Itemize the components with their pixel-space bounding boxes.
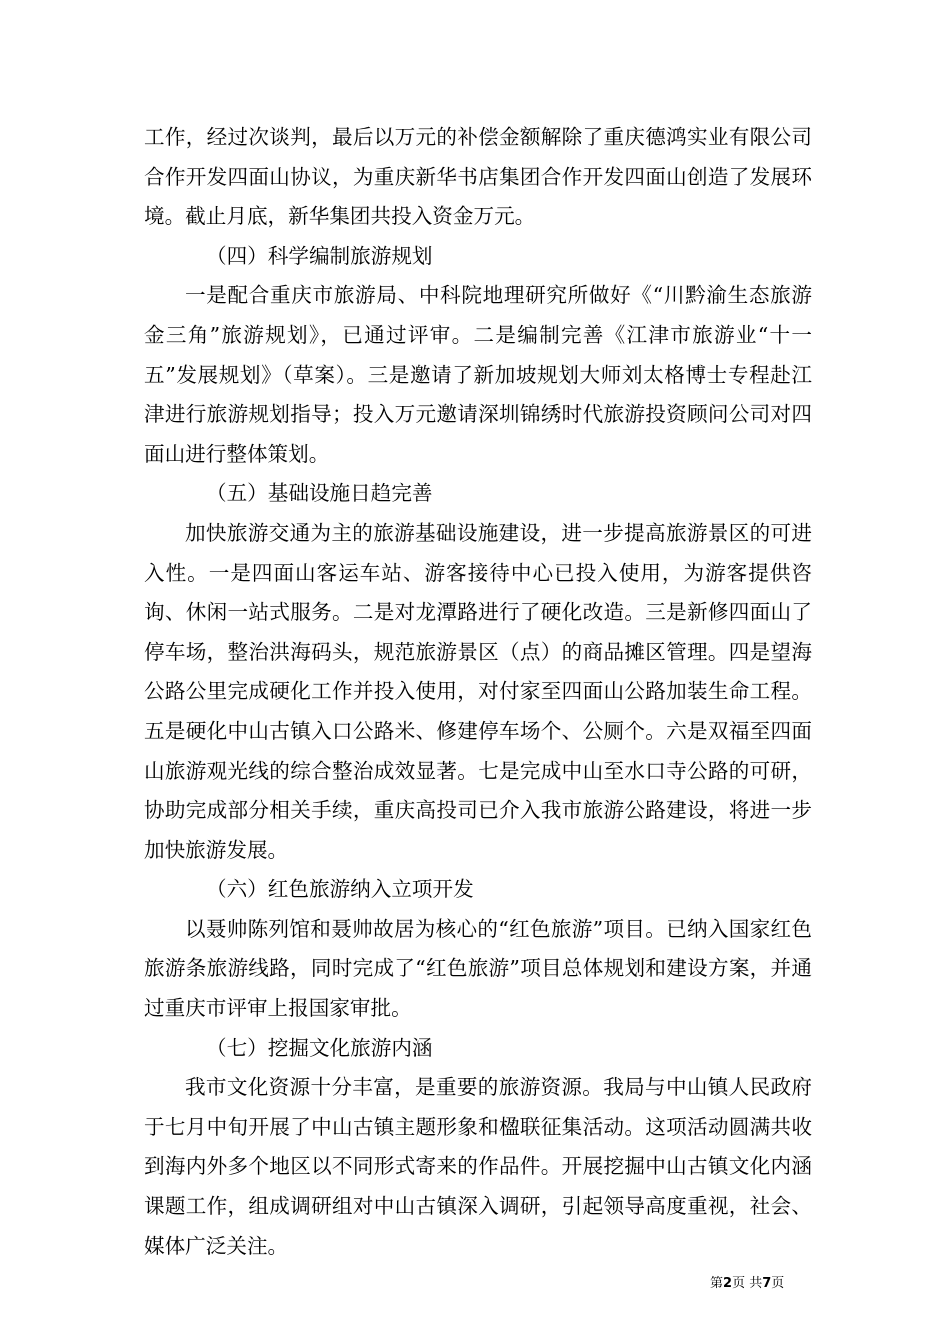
footer-suffix: 页 — [771, 1276, 785, 1291]
section-heading-6: （六）红色旅游纳入立项开发 — [206, 877, 474, 902]
footer-middle: 页 共 — [732, 1276, 763, 1291]
paragraph-5: 我市文化资源十分丰富，是重要的旅游资源。我局与中山镇人民政府于七月中旬开展了中山古镇主题形象和楹联征集活动。这项活动圆满共收到海内外多个地区以不同形式寄来的作品件。开展挖掘中山古镇文化内涵课题工作，组成调研组对中山古镇深入调研，引起领导高度重视，社会、媒体广泛关注。 — [144, 1075, 812, 1258]
footer-page-number: 2 — [723, 1276, 733, 1291]
section-heading-4: （四）科学编制旅游规划 — [206, 243, 433, 268]
paragraph-4: 以聂帅陈列馆和聂帅故居为核心的“红色旅游”项目。已纳入国家红色旅游条旅游线路，同时完成了“红色旅游”项目总体规划和建设方案，并通过重庆市评审上报国家审批。 — [144, 916, 812, 1021]
section-heading-7: （七）挖掘文化旅游内涵 — [206, 1035, 433, 1060]
footer-total-pages: 7 — [762, 1276, 772, 1291]
page-footer — [710, 1275, 850, 1293]
section-heading-5: （五）基础设施日趋完善 — [206, 481, 433, 506]
paragraph-1: 工作，经过次谈判，最后以万元的补偿金额解除了重庆德鸿实业有限公司合作开发四面山协议，为重庆新华书店集团合作开发四面山创造了发展环境。截止月底，新华集团共投入资金万元。 — [144, 125, 812, 229]
document-body — [144, 118, 812, 1266]
footer-prefix: 第 — [710, 1276, 724, 1291]
paragraph-2: 一是配合重庆市旅游局、中科院地理研究所做好《“川黔渝生态旅游金三角”旅游规划》，已通过评审。二是编制完善《江津市旅游业“十一五”发展规划》（草案）。三是邀请了新加坡规划大师刘太格博士专程赴江津进行旅游规划指导；投入万元邀请深圳锦绣时代旅游投资顾问公司对四面山进行整体策划。 — [144, 283, 812, 466]
paragraph-3: 加快旅游交通为主的旅游基础设施建设，进一步提高旅游景区的可进入性。一是四面山客运车站、游客接待中心已投入使用，为游客提供咨询、休闲一站式服务。二是对龙潭路进行了硬化改造。三是新修四面山了停车场，整治洪海码头，规范旅游景区（点）的商品摊区管理。四是望海公路公里完成硬化工作并投入使用，对付家至四面山公路加装生命工程。五是硬化中山古镇入口公路米、修建停车场个、公厕个。六是双福至四面山旅游观光线的综合整治成效显著。七是完成中山至水口寺公路的可研，协助完成部分相关手续，重庆高投司已介入我市旅游公路建设，将进一步加快旅游发展。 — [144, 520, 812, 862]
